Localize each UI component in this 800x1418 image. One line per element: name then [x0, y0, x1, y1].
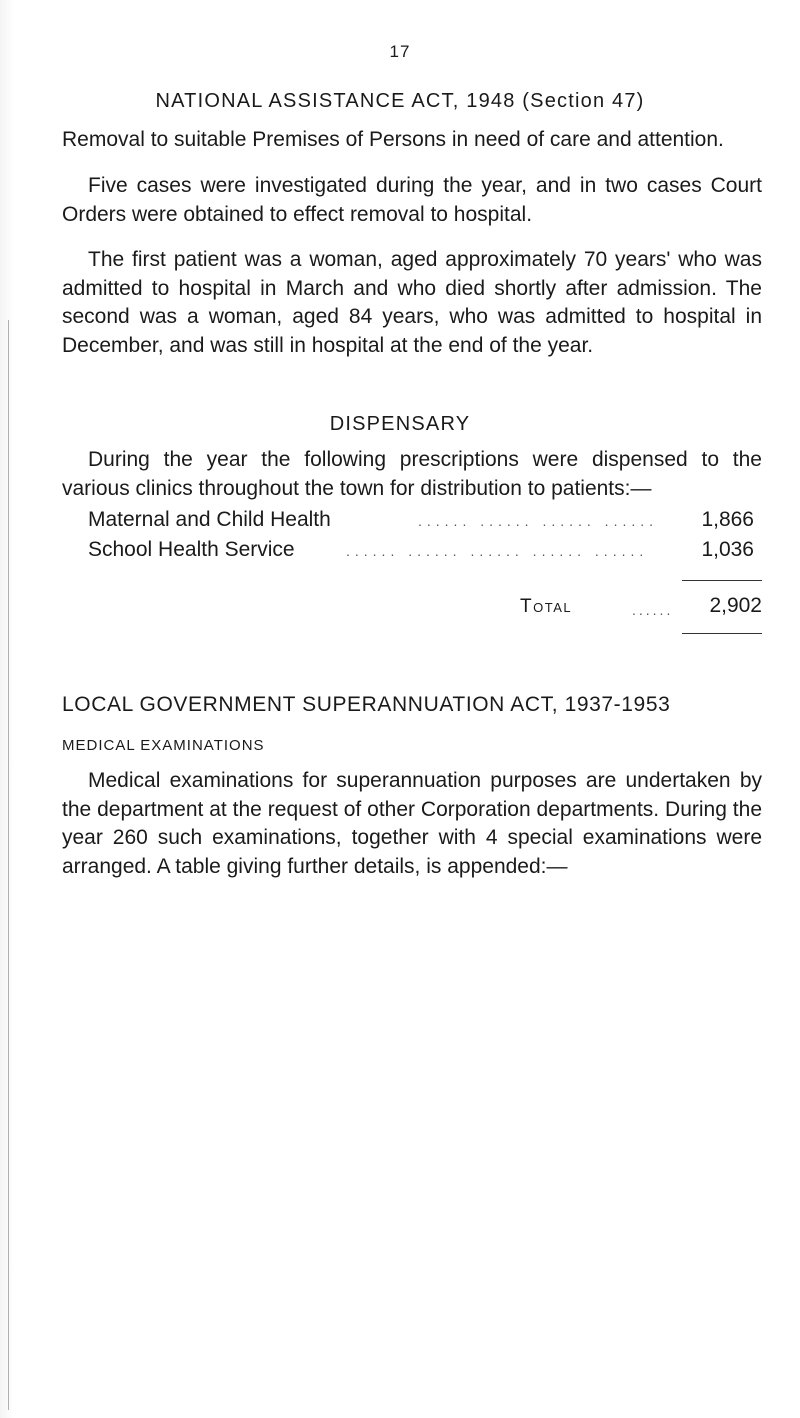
superannuation-paragraph: Medical examinations for superannuation purposes are undertaken by the department at the request of other Corporation departments. During the year 260 such examinations, together with 4 special examinations were arranged. A table giving further details, is appended:— — [62, 769, 762, 878]
medical-examinations-heading: MEDICAL EXAMINATIONS — [62, 737, 265, 754]
row-leaders: ...... ...... ...... ...... — [418, 513, 659, 529]
total-rule — [682, 633, 762, 634]
national-assistance-paragraph-1: Five cases were investigated during the year, and in two cases Court Orders were obtained to effect removal to hospital. — [62, 174, 762, 226]
dispensary-row-maternal — [88, 508, 754, 538]
total-leaders: ...... — [632, 602, 674, 618]
total-value: 2,902 — [709, 594, 762, 617]
row-leaders: ...... ...... ...... ...... ...... — [346, 543, 649, 559]
dispensary-title: DISPENSARY — [329, 413, 471, 435]
page-gutter — [0, 0, 14, 1418]
row-label: Maternal and Child Health — [88, 508, 331, 531]
row-value: 1,866 — [701, 508, 754, 531]
row-value: 1,036 — [701, 538, 754, 561]
total-label: Total — [520, 596, 573, 617]
superannuation-title: LOCAL GOVERNMENT SUPERANNUATION ACT, 1937-1953 — [62, 693, 671, 716]
subtotal-rule — [682, 580, 762, 581]
binding-edge-line — [8, 320, 9, 1410]
page-number: 17 — [389, 42, 411, 61]
dispensary-row-school — [88, 538, 754, 568]
dispensary-intro: During the year the following prescriptions were dispensed to the various clinics throughout the town for distribution to patients:— — [62, 448, 762, 500]
national-assistance-paragraph-2: The first patient was a woman, aged approximately 70 years' who was admitted to hospital in March and who died shortly after admission. The second was a woman, aged 84 years, who was admitted to hospital in December, and was still in hospital at the end of the year. — [62, 248, 762, 357]
row-label: School Health Service — [88, 538, 295, 561]
national-assistance-subtitle: Removal to suitable Premises of Persons in need of care and attention. — [62, 128, 724, 151]
national-assistance-title: NATIONAL ASSISTANCE ACT, 1948 (Section 47) — [155, 90, 645, 112]
